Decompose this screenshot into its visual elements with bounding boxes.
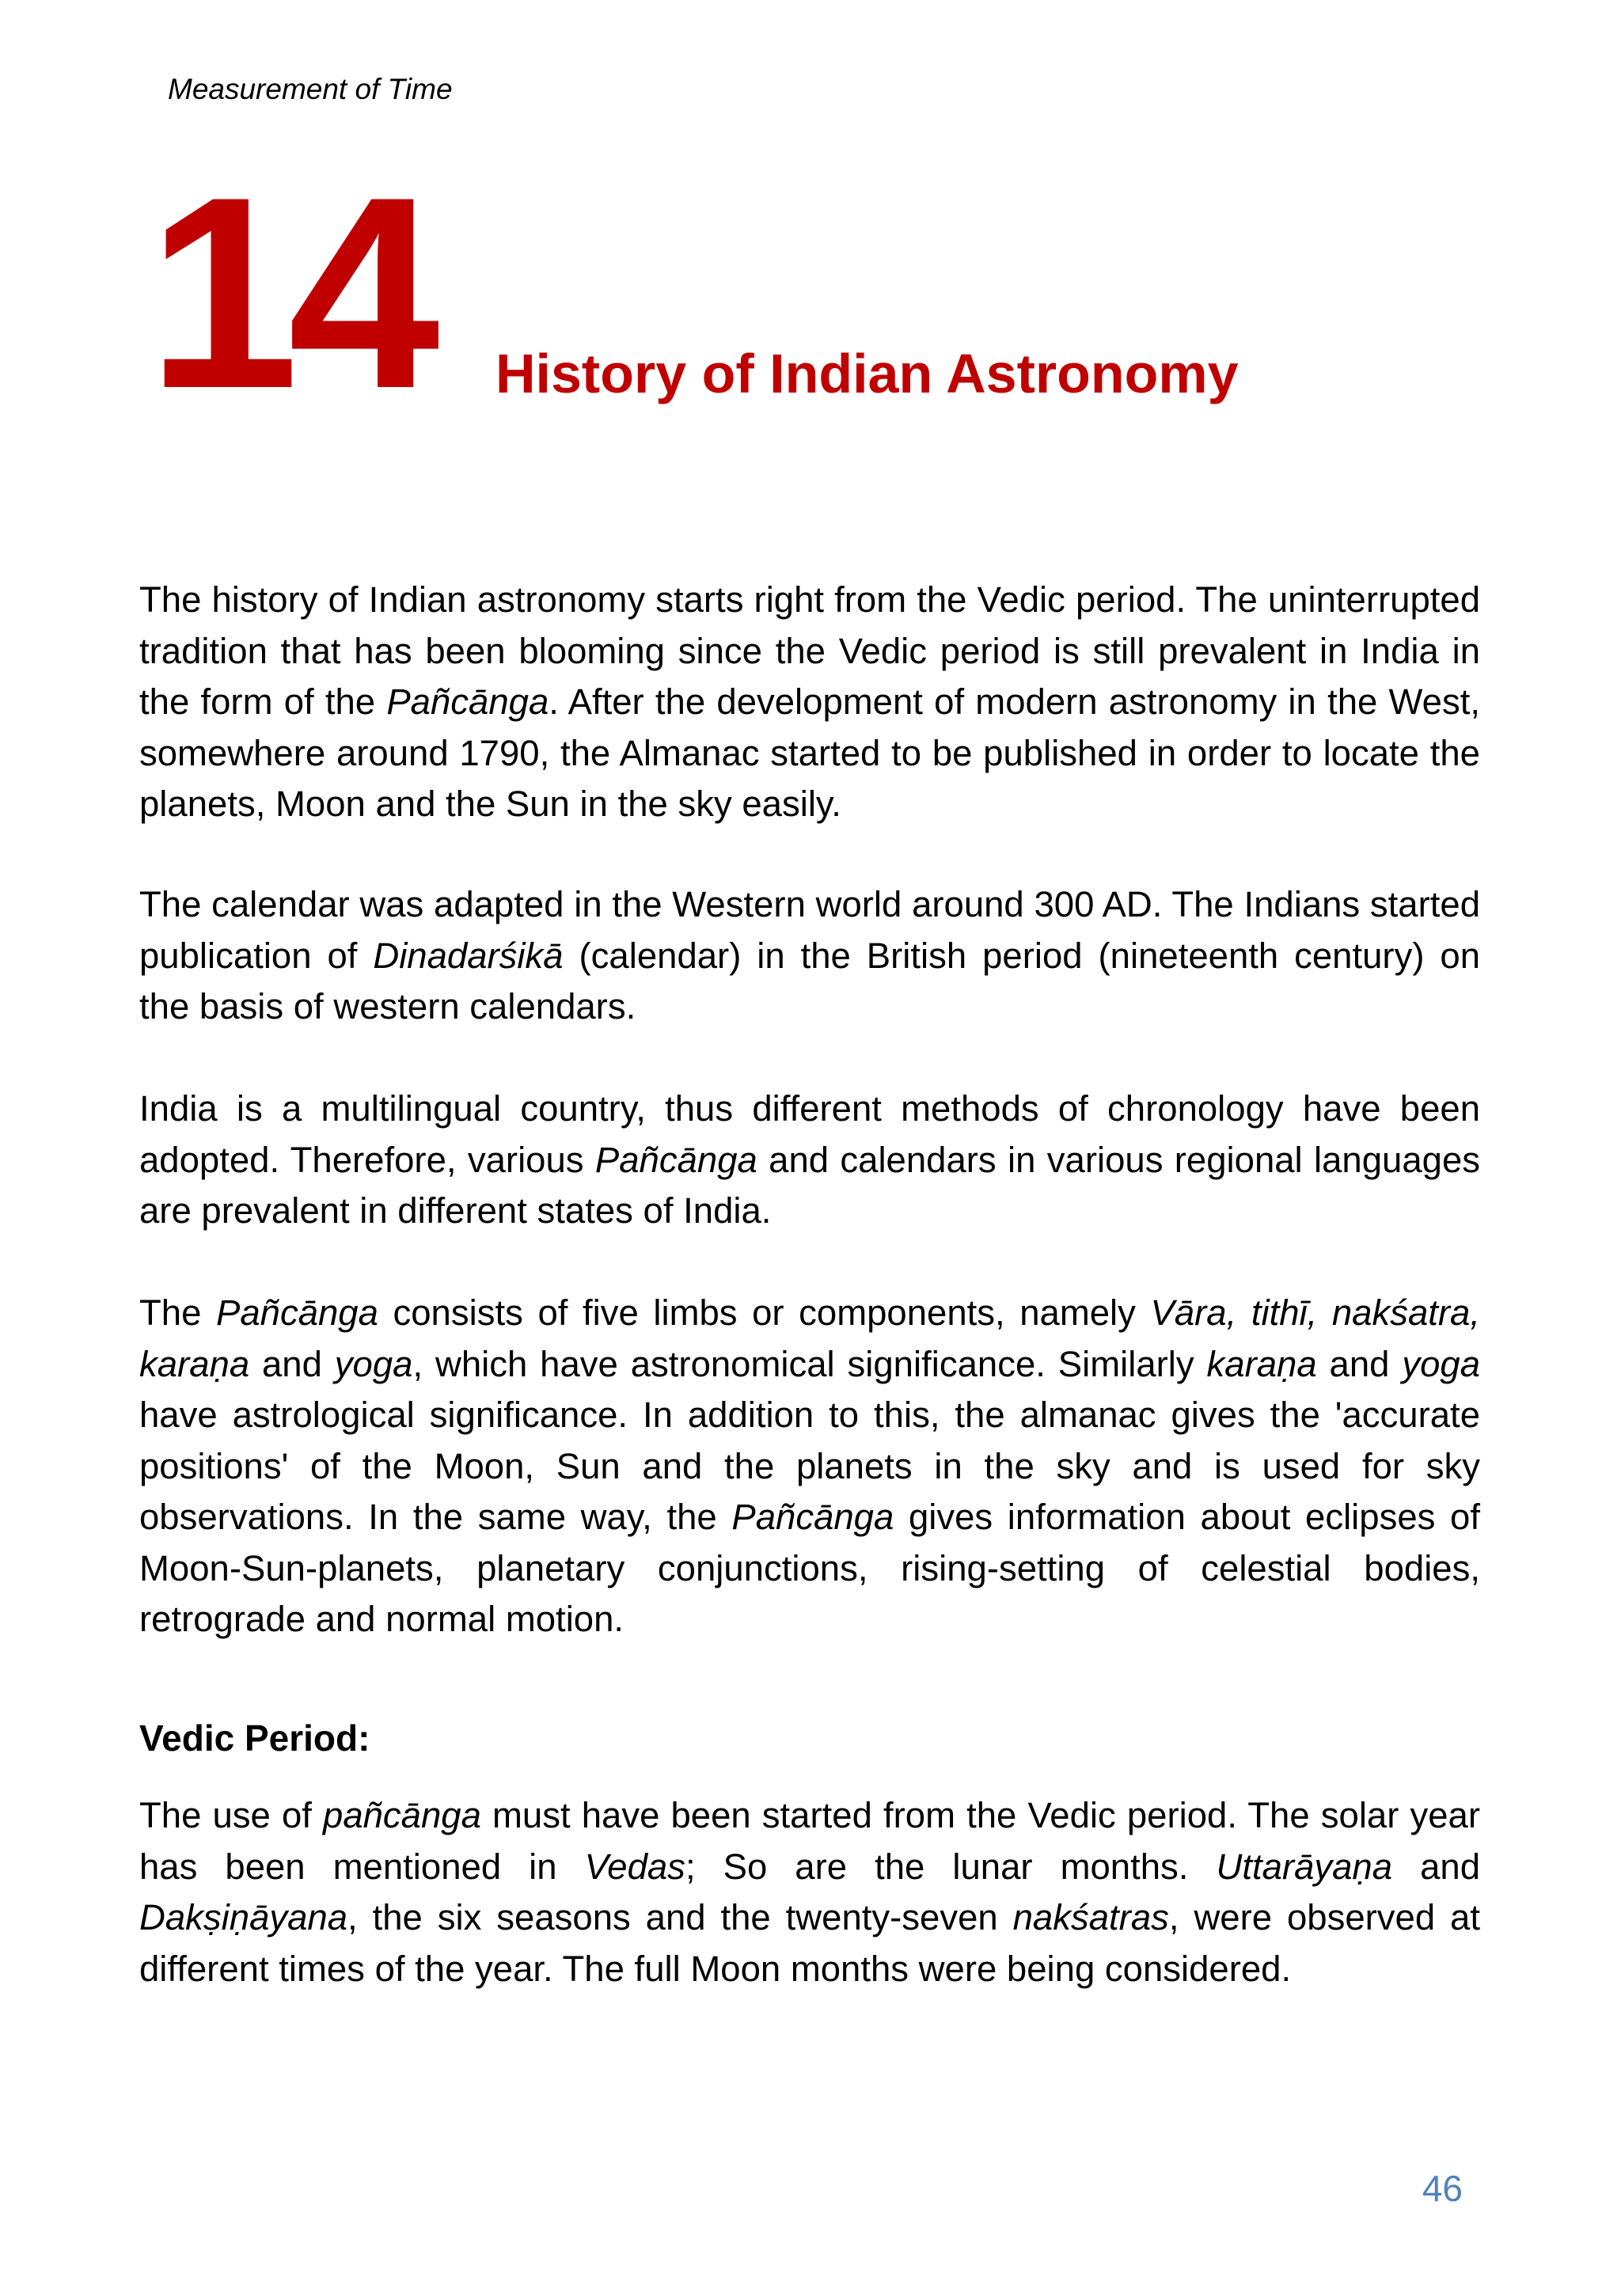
paragraph-calendar: [139, 879, 1480, 1033]
paragraph-multilingual: [139, 1083, 1480, 1237]
running-header: Measurement of Time: [168, 73, 453, 105]
paragraph-vedic-period: [139, 1790, 1480, 1994]
paragraph-text: The calendar was adapted in the Western world around 300 AD. The Indians started publication of Dinadarśikā (calendar) in the British period (nineteenth century) on the basis of western calendars.: [139, 884, 1480, 1027]
section-heading-vedic-period: Vedic Period:: [139, 1717, 370, 1759]
page-number: 46: [1422, 2168, 1463, 2209]
paragraph-pancanga-history: [139, 575, 1480, 830]
paragraph-text: India is a multilingual country, thus different methods of chronology have been adopted. Therefore, various Pañcānga and calendars in various regional languages are prevalent in different states of India.: [139, 1088, 1480, 1231]
paragraph-five-limbs: [139, 1288, 1480, 1645]
paragraph-text: The use of pañcānga must have been started from the Vedic period. The solar year has been mentioned in Vedas; So are the lunar months. Uttarāyaṇa and Dakṣiṇāyana, the six seasons and the twenty-seven nakśatras, were observed at different times of the year. The full Moon months were being considered.: [139, 1795, 1481, 1989]
chapter-number: 14: [147, 141, 429, 446]
paragraph-text: The Pañcānga consists of five limbs or components, namely Vāra, tithī, nakśatra, karaṇa and yoga, which have astronomical significance. Similarly karaṇa and yoga have astrological significance. In addition to this, the almanac gives the 'accurate positions' of the Moon, Sun and the planets in the sky and is used for sky observations. In the same way, the Pañcānga gives information about eclipses of Moon-Sun-planets, planetary conjunctions, rising-setting of celestial bodies, retrograde and normal motion.: [139, 1292, 1481, 1639]
paragraph-text: The history of Indian astronomy starts right from the Vedic period. The uninterrupted tradition that has been blooming since the Vedic period is still prevalent in India in the form of the Pañcānga. After the development of modern astronomy in the West, somewhere around 1790, the Almanac started to be published in order to locate the planets, Moon and the Sun in the sky easily.: [139, 579, 1480, 824]
chapter-title: History of Indian Astronomy: [495, 343, 1239, 404]
